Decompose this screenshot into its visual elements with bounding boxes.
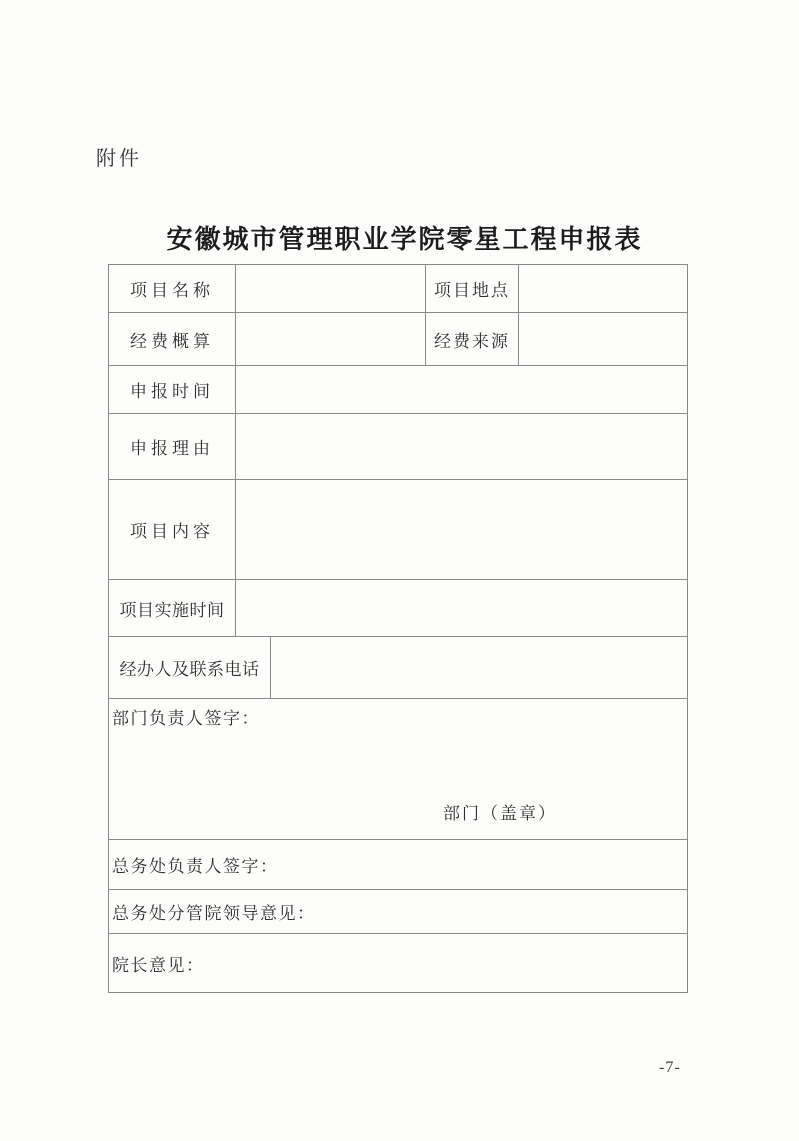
table-row bbox=[109, 840, 687, 890]
table-row bbox=[109, 699, 687, 840]
application-time-label: 申报时间 bbox=[109, 366, 236, 413]
application-form-table bbox=[108, 264, 688, 993]
general-affairs-signature-label: 总务处负责人签字： bbox=[112, 857, 279, 876]
implementation-time-label: 项目实施时间 bbox=[109, 580, 236, 636]
page-title: 安徽城市管理职业学院零星工程申报表 bbox=[166, 225, 643, 254]
page-number: -7- bbox=[659, 1059, 681, 1076]
implementation-time-value bbox=[236, 580, 687, 636]
table-row bbox=[109, 313, 687, 366]
leader-opinion-label: 总务处分管院领导意见： bbox=[112, 904, 316, 923]
table-row bbox=[109, 265, 687, 313]
leader-opinion-cell bbox=[109, 890, 687, 933]
application-time-value bbox=[236, 366, 687, 413]
project-content-value bbox=[236, 480, 687, 579]
application-reason-value bbox=[236, 414, 687, 479]
table-row bbox=[109, 580, 687, 637]
project-location-label: 项目地点 bbox=[426, 265, 519, 312]
project-content-label: 项目内容 bbox=[109, 480, 236, 579]
funding-source-value bbox=[519, 313, 687, 365]
table-row bbox=[109, 637, 687, 699]
application-reason-label: 申报理由 bbox=[109, 414, 236, 479]
president-opinion-label: 院长意见： bbox=[112, 955, 205, 975]
table-row bbox=[109, 414, 687, 480]
project-name-value bbox=[236, 265, 426, 312]
handler-contact-value bbox=[271, 637, 687, 698]
department-signature-label: 部门负责人签字： bbox=[112, 709, 260, 728]
general-affairs-signature-cell bbox=[109, 840, 687, 889]
table-row bbox=[109, 480, 687, 580]
president-opinion-cell bbox=[109, 934, 687, 992]
table-row bbox=[109, 890, 687, 934]
table-row bbox=[109, 366, 687, 414]
funding-source-label: 经费来源 bbox=[426, 313, 519, 365]
project-name-label: 项目名称 bbox=[109, 265, 236, 312]
department-signature-cell bbox=[109, 699, 687, 839]
attachment-label: 附件 bbox=[96, 148, 142, 170]
handler-contact-label: 经办人及联系电话 bbox=[109, 637, 271, 698]
project-location-value bbox=[519, 265, 687, 312]
table-row bbox=[109, 934, 687, 992]
budget-estimate-value bbox=[236, 313, 426, 365]
budget-estimate-label: 经费概算 bbox=[109, 313, 236, 365]
department-seal-note: 部门（盖章） bbox=[443, 804, 557, 823]
